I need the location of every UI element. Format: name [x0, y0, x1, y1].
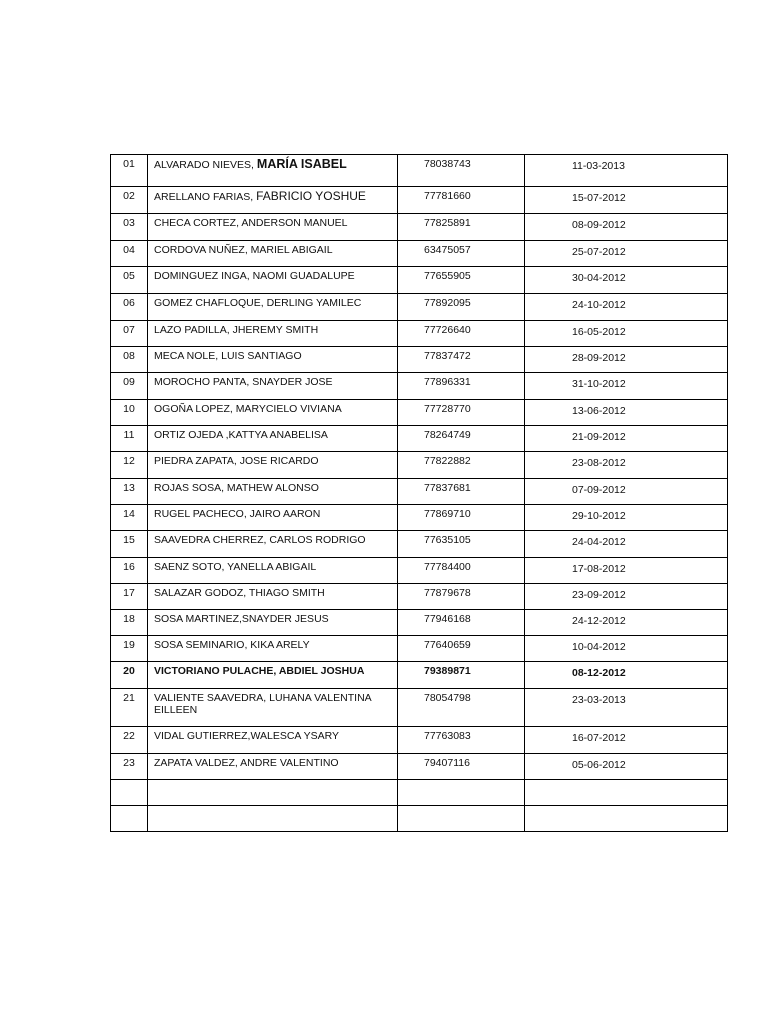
student-name: VALIENTE SAAVEDRA, LUHANA VALENTINA EILLEEN	[154, 692, 372, 716]
student-name: PIEDRA ZAPATA, JOSE RICARDO	[154, 455, 319, 467]
birth-date-cell: 24-12-2012	[525, 610, 728, 636]
student-id-cell: 77892095	[398, 294, 525, 321]
row-number-cell: 20	[111, 662, 148, 689]
birth-date-cell: 17-08-2012	[525, 558, 728, 584]
student-name: VIDAL GUTIERREZ,WALESCA YSARY	[154, 730, 339, 742]
student-id-cell: 77784400	[398, 558, 525, 584]
student-id-cell: 77728770	[398, 400, 525, 426]
birth-date-cell: 31-10-2012	[525, 373, 728, 400]
table-row	[111, 806, 728, 832]
student-name-cell	[148, 558, 398, 584]
student-name: VICTORIANO PULACHE, ABDIEL JOSHUA	[154, 665, 365, 677]
table-row	[111, 479, 728, 505]
student-name: SAAVEDRA CHERREZ, CARLOS RODRIGO	[154, 534, 366, 546]
row-number-cell: 18	[111, 610, 148, 636]
row-number-cell: 08	[111, 347, 148, 373]
row-number-cell: 03	[111, 214, 148, 241]
student-id-cell: 77837472	[398, 347, 525, 373]
row-number-cell: 19	[111, 636, 148, 662]
student-name-cell	[148, 636, 398, 662]
student-name: OGOÑA LOPEZ, MARYCIELO VIVIANA	[154, 403, 342, 415]
student-name: ZAPATA VALDEZ, ANDRE VALENTINO	[154, 757, 339, 769]
student-id-cell: 77896331	[398, 373, 525, 400]
birth-date-cell: 21-09-2012	[525, 426, 728, 452]
row-number-cell: 07	[111, 321, 148, 347]
student-name: MECA NOLE, LUIS SANTIAGO	[154, 350, 302, 362]
row-number-cell: 06	[111, 294, 148, 321]
student-id-cell: 78038743	[398, 155, 525, 187]
student-name: ARELLANO FARIAS,	[154, 191, 257, 203]
student-name-cell	[148, 727, 398, 754]
birth-date-cell: 07-09-2012	[525, 479, 728, 505]
row-number-cell: 13	[111, 479, 148, 505]
student-name: SOSA MARTINEZ,SNAYDER JESUS	[154, 613, 329, 625]
row-number-cell	[111, 780, 148, 806]
student-id-cell: 79389871	[398, 662, 525, 689]
student-name-cell	[148, 479, 398, 505]
student-name-cell	[148, 347, 398, 373]
table-row	[111, 754, 728, 780]
table-row	[111, 426, 728, 452]
birth-date-cell: 10-04-2012	[525, 636, 728, 662]
student-name: MOROCHO PANTA, SNAYDER JOSE	[154, 376, 333, 388]
student-id-cell: 78264749	[398, 426, 525, 452]
student-name-cell	[148, 426, 398, 452]
student-id-cell: 77635105	[398, 531, 525, 558]
student-id-cell: 77726640	[398, 321, 525, 347]
student-name: LAZO PADILLA, JHEREMY SMITH	[154, 324, 319, 336]
student-id-cell	[398, 806, 525, 832]
student-name-cell	[148, 662, 398, 689]
birth-date-cell: 30-04-2012	[525, 267, 728, 294]
birth-date-cell: 15-07-2012	[525, 187, 728, 214]
student-name-cell	[148, 241, 398, 267]
row-number-cell: 15	[111, 531, 148, 558]
student-name-cell	[148, 400, 398, 426]
student-id-cell: 77825891	[398, 214, 525, 241]
student-name: CHECA CORTEZ, ANDERSON MANUEL	[154, 217, 348, 229]
roster-body	[111, 155, 728, 832]
table-row	[111, 155, 728, 187]
birth-date-cell: 23-03-2013	[525, 689, 728, 727]
student-id-cell: 77640659	[398, 636, 525, 662]
student-name-cell	[148, 531, 398, 558]
table-row	[111, 780, 728, 806]
birth-date-cell: 23-09-2012	[525, 584, 728, 610]
student-name-cell	[148, 780, 398, 806]
birth-date-cell: 23-08-2012	[525, 452, 728, 479]
birth-date-cell: 25-07-2012	[525, 241, 728, 267]
student-id-cell: 63475057	[398, 241, 525, 267]
student-id-cell: 79407116	[398, 754, 525, 780]
birth-date-cell: 13-06-2012	[525, 400, 728, 426]
student-id-cell: 77655905	[398, 267, 525, 294]
student-name: SAENZ SOTO, YANELLA ABIGAIL	[154, 561, 317, 573]
table-row	[111, 373, 728, 400]
row-number-cell: 17	[111, 584, 148, 610]
birth-date-cell: 16-07-2012	[525, 727, 728, 754]
row-number-cell: 02	[111, 187, 148, 214]
table-row	[111, 610, 728, 636]
row-number-cell: 21	[111, 689, 148, 727]
row-number-cell: 01	[111, 155, 148, 187]
student-name-cell	[148, 505, 398, 531]
birth-date-cell: 24-04-2012	[525, 531, 728, 558]
table-row	[111, 321, 728, 347]
student-name-cell	[148, 452, 398, 479]
row-number-cell	[111, 806, 148, 832]
student-id-cell: 77781660	[398, 187, 525, 214]
birth-date-cell: 29-10-2012	[525, 505, 728, 531]
table-row	[111, 267, 728, 294]
student-name-cell	[148, 187, 398, 214]
table-row	[111, 727, 728, 754]
table-row	[111, 400, 728, 426]
student-name: SOSA SEMINARIO, KIKA ARELY	[154, 639, 310, 651]
birth-date-cell: 28-09-2012	[525, 347, 728, 373]
table-row	[111, 558, 728, 584]
row-number-cell: 11	[111, 426, 148, 452]
table-row	[111, 214, 728, 241]
student-name-cell	[148, 689, 398, 727]
row-number-cell: 23	[111, 754, 148, 780]
birth-date-cell: 08-09-2012	[525, 214, 728, 241]
birth-date-cell	[525, 806, 728, 832]
student-id-cell: 77946168	[398, 610, 525, 636]
table-row	[111, 241, 728, 267]
student-name-cell	[148, 754, 398, 780]
student-name: DOMINGUEZ INGA, NAOMI GUADALUPE	[154, 270, 355, 282]
row-number-cell: 04	[111, 241, 148, 267]
student-id-cell: 77822882	[398, 452, 525, 479]
student-name-cell	[148, 214, 398, 241]
student-name: ORTIZ OJEDA ,KATTYA ANABELISA	[154, 429, 328, 441]
student-id-cell	[398, 780, 525, 806]
table-row	[111, 452, 728, 479]
student-roster-table	[110, 154, 728, 832]
student-name-cell	[148, 373, 398, 400]
student-name: CORDOVA NUÑEZ, MARIEL ABIGAIL	[154, 244, 333, 256]
table-row	[111, 531, 728, 558]
table-row	[111, 505, 728, 531]
table-row	[111, 347, 728, 373]
birth-date-cell: 08-12-2012	[525, 662, 728, 689]
student-name-cell	[148, 155, 398, 187]
row-number-cell: 05	[111, 267, 148, 294]
student-id-cell: 77837681	[398, 479, 525, 505]
student-name: SALAZAR GODOZ, THIAGO SMITH	[154, 587, 325, 599]
birth-date-cell: 05-06-2012	[525, 754, 728, 780]
student-name: ALVARADO NIEVES,	[154, 159, 257, 171]
row-number-cell: 09	[111, 373, 148, 400]
birth-date-cell: 16-05-2012	[525, 321, 728, 347]
student-name-cell	[148, 584, 398, 610]
row-number-cell: 10	[111, 400, 148, 426]
student-name-cell	[148, 267, 398, 294]
student-name-given: FABRICIO YOSHUE	[256, 189, 366, 203]
student-id-cell: 77869710	[398, 505, 525, 531]
table-row	[111, 294, 728, 321]
student-name: GOMEZ CHAFLOQUE, DERLING YAMILEC	[154, 297, 362, 309]
student-id-cell: 78054798	[398, 689, 525, 727]
table-row	[111, 636, 728, 662]
student-name: ROJAS SOSA, MATHEW ALONSO	[154, 482, 319, 494]
student-name-cell	[148, 610, 398, 636]
row-number-cell: 22	[111, 727, 148, 754]
student-id-cell: 77879678	[398, 584, 525, 610]
student-name-cell	[148, 294, 398, 321]
table-row	[111, 662, 728, 689]
row-number-cell: 14	[111, 505, 148, 531]
student-name-cell	[148, 321, 398, 347]
birth-date-cell	[525, 780, 728, 806]
table-row	[111, 689, 728, 727]
table-row	[111, 584, 728, 610]
student-name-cell	[148, 806, 398, 832]
student-name: RUGEL PACHECO, JAIRO AARON	[154, 508, 321, 520]
table-row	[111, 187, 728, 214]
student-id-cell: 77763083	[398, 727, 525, 754]
row-number-cell: 16	[111, 558, 148, 584]
birth-date-cell: 24-10-2012	[525, 294, 728, 321]
student-name-given: MARÍA ISABEL	[256, 157, 347, 171]
row-number-cell: 12	[111, 452, 148, 479]
birth-date-cell: 11-03-2013	[525, 155, 728, 187]
